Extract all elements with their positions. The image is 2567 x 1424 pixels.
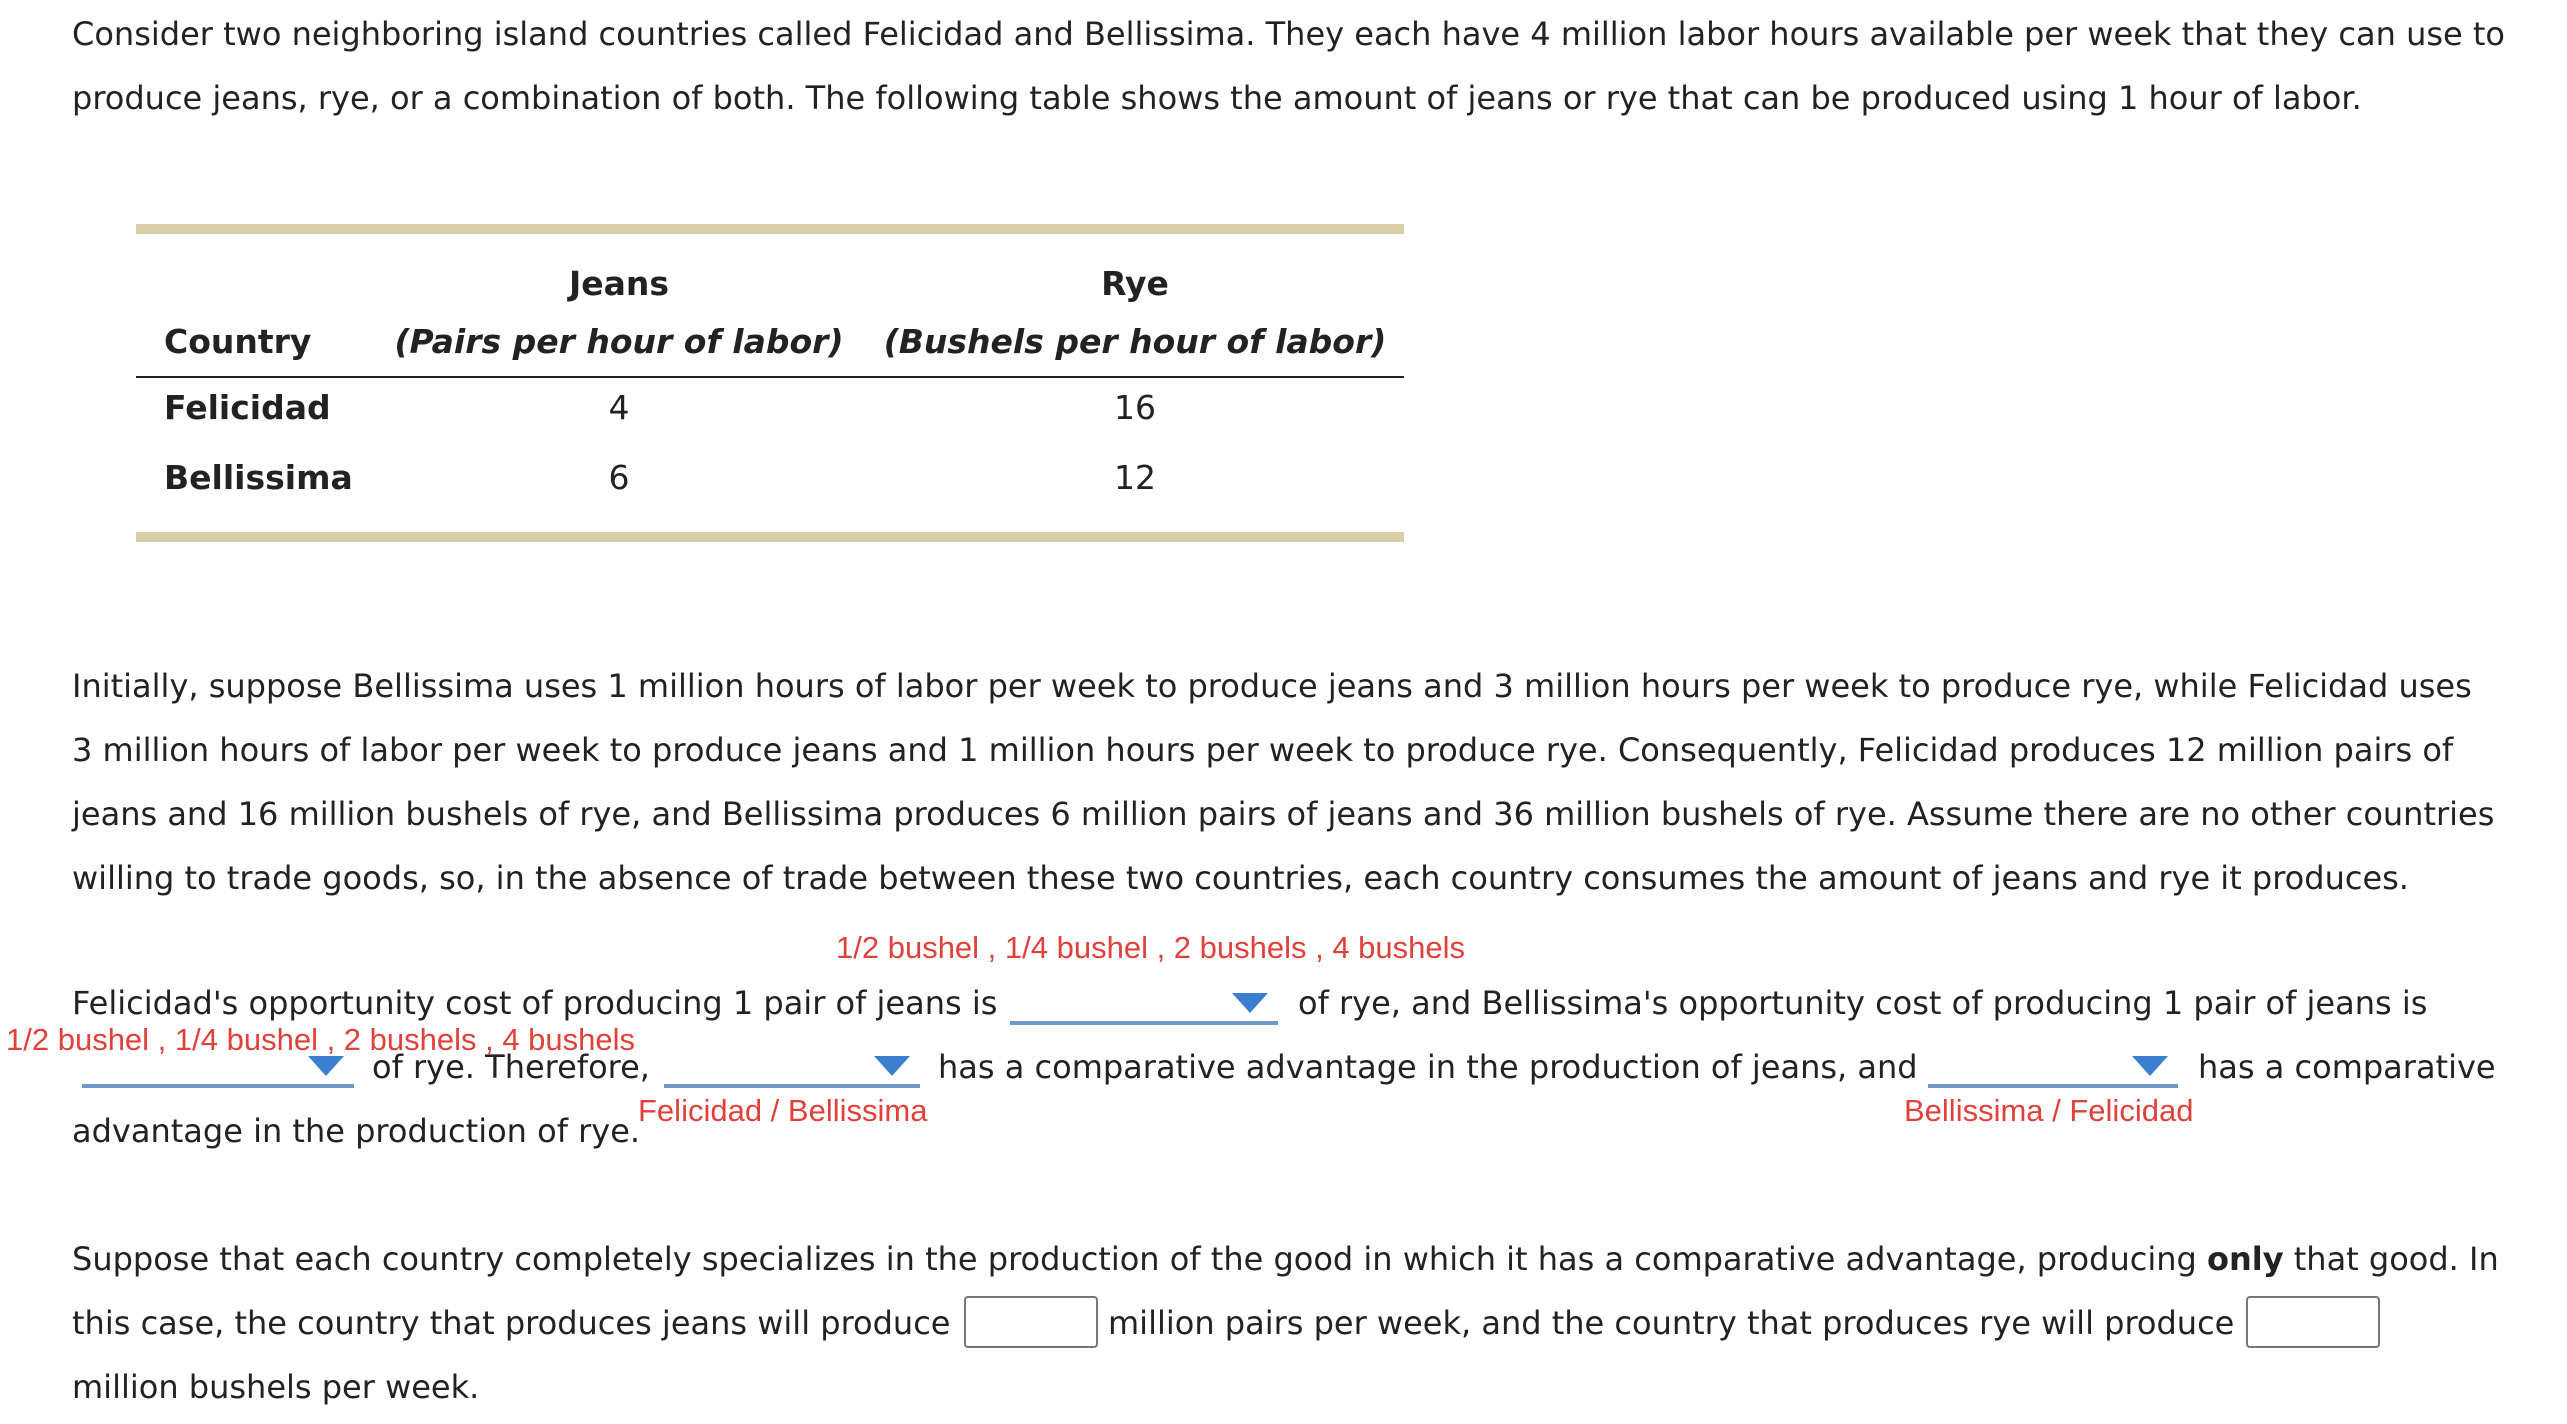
table-header-rule <box>136 376 1404 378</box>
q2-text <box>72 1239 2499 1279</box>
row-country: Felicidad <box>164 388 331 427</box>
intro-line: Consider two neighboring island countries called Felicidad and Bellissima. They each have 4 million labor hours available per week that they can use to <box>72 15 2505 53</box>
q2-text: million pairs per week, and the country that produces rye will produce <box>1108 1304 2235 1342</box>
q2-text-part: Suppose that each country completely specializes in the production of the good in which it has a comparative advantage, producing <box>72 1240 2197 1278</box>
chevron-down-icon <box>2132 1056 2168 1076</box>
bellissima-cost-dropdown[interactable] <box>82 1046 354 1088</box>
intro-line: produce jeans, rye, or a combination of both. The following table shows the amount of jeans or rye that can be produced using 1 hour of labor. <box>72 79 2362 117</box>
scenario-line: 3 million hours of labor per week to produce jeans and 1 million hours per week to produce rye. Consequently, Felicidad produces 12 million pairs of <box>72 731 2454 769</box>
q1-text: of rye. Therefore, <box>372 1048 650 1086</box>
header-rye: Rye <box>1101 264 1169 303</box>
dropdown-options-felicidad-cost: 1/2 bushel , 1/4 bushel , 2 bushels , 4 bushels <box>836 930 1466 965</box>
table-bottom-rule <box>136 532 1404 542</box>
table-top-rule <box>136 224 1404 234</box>
row-jeans-value: 6 <box>608 458 630 497</box>
header-jeans: Jeans <box>568 264 670 303</box>
header-jeans-unit: (Pairs per hour of labor) <box>394 322 844 361</box>
chevron-down-icon <box>874 1056 910 1076</box>
q1-text: Felicidad's opportunity cost of producing 1 pair of jeans is <box>72 984 998 1022</box>
scenario-paragraph <box>72 654 2512 910</box>
header-rye-unit: (Bushels per hour of labor) <box>883 322 1387 361</box>
q2-text-part: that good. In <box>2293 1240 2499 1278</box>
dropdown-options-rye-advantage: Bellissima / Felicidad <box>1904 1093 2194 1128</box>
header-country: Country <box>164 322 312 361</box>
q2-text: this case, the country that produces jeans will produce <box>72 1304 951 1342</box>
row-country: Bellissima <box>164 458 353 497</box>
intro-paragraph <box>72 2 2512 130</box>
jeans-advantage-dropdown[interactable] <box>664 1046 920 1088</box>
production-table <box>136 224 1404 542</box>
jeans-quantity-input[interactable] <box>964 1296 1098 1348</box>
q2-emphasis: only <box>2206 1240 2284 1278</box>
dropdown-options-jeans-advantage: Felicidad / Bellissima <box>638 1093 928 1128</box>
dropdown-options-bellissima-cost: 1/2 bushel , 1/4 bushel , 2 bushels , 4 bushels <box>6 1022 636 1057</box>
q1-text: has a comparative advantage in the production of jeans, and <box>938 1048 1918 1086</box>
scenario-line: willing to trade goods, so, in the absence of trade between these two countries, each country consumes the amount of jeans and rye it produces. <box>72 859 2409 897</box>
chevron-down-icon <box>1232 993 1268 1013</box>
scenario-line: Initially, suppose Bellissima uses 1 million hours of labor per week to produce jeans and 3 million hours per week to produce rye, while Felicidad uses <box>72 667 2472 705</box>
q1-text: has a comparative <box>2198 1048 2496 1086</box>
q1-text: advantage in the production of rye. <box>72 1112 641 1150</box>
rye-advantage-dropdown[interactable] <box>1928 1046 2178 1088</box>
q1-text: of rye, and Bellissima's opportunity cost of producing 1 pair of jeans is <box>1298 984 2428 1022</box>
row-rye-value: 16 <box>1114 388 1156 427</box>
felicidad-cost-dropdown[interactable] <box>1010 983 1278 1025</box>
chevron-down-icon <box>308 1056 344 1076</box>
q2-text: million bushels per week. <box>72 1368 480 1406</box>
scenario-line: jeans and 16 million bushels of rye, and Bellissima produces 6 million pairs of jeans and 36 million bushels of rye. Assume there are no other countries <box>72 795 2495 833</box>
rye-quantity-input[interactable] <box>2246 1296 2380 1348</box>
row-rye-value: 12 <box>1114 458 1156 497</box>
row-jeans-value: 4 <box>608 388 630 427</box>
